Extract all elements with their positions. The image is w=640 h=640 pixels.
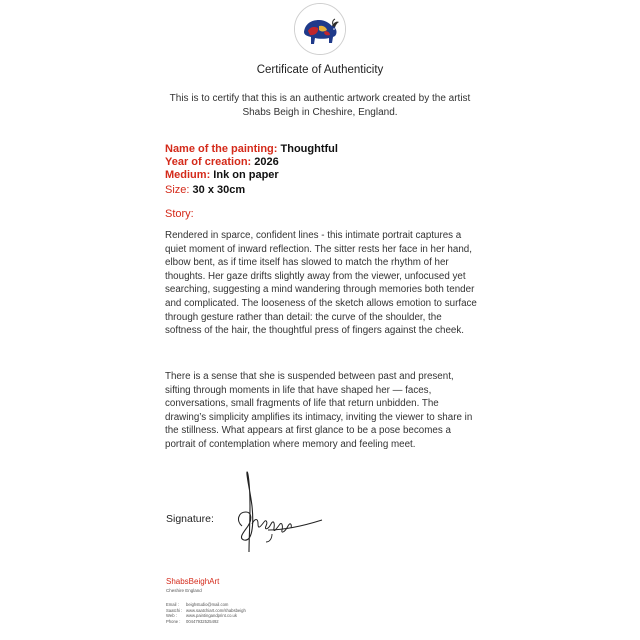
signature-image [228, 466, 328, 558]
intro-line-2: Shabs Beigh in Cheshire, England. [242, 107, 398, 118]
brand-name: ShabsBeighArt [166, 577, 220, 586]
contact-label: Email : [166, 602, 179, 607]
size-row: Size: 30 x 30cm [165, 183, 246, 196]
contact-list [166, 602, 246, 624]
medium-label: Medium [165, 169, 207, 182]
story-paragraph-2: There is a sense that she is suspended between past and present, sifting through moments in life that have shaped her — faces, conversations, small fragments of life that return unbidden. The drawing’s simplicity amplifies its intimacy, inviting the viewer to share in the stillness. What appears at first glance to be a pose becomes a portrait of contemplation where memory and feeling meet. [165, 371, 473, 450]
intro-line-1: This is to certify that this is an authentic artwork created by the artist [169, 93, 471, 104]
bull-logo-icon [294, 3, 346, 55]
contact-label: Phone : [166, 618, 181, 624]
story-label: Story: [165, 208, 194, 220]
contact-value[interactable]: www.paintingandprint.co.uk [186, 613, 237, 619]
year-label: Year of creation [165, 156, 248, 169]
contact-value[interactable]: 00447932525492 [186, 618, 219, 624]
brand-location: Cheshire England [166, 588, 202, 593]
painting-name-row: Name of the painting: Thoughtful [165, 143, 338, 155]
contact-label: Saatchi : [166, 607, 183, 613]
painting-name-label: Name of the painting [165, 143, 274, 155]
contact-row [166, 619, 246, 625]
story-paragraph-1: Rendered in sparce, confident lines - this intimate portrait captures a quiet moment of inward reflection. The sitter rests her face in her hand, elbow bent, as if time itself has slowed to match the rhythm of her thoughts. Her gaze drifts slightly away from the viewer, unfocused yet searching, suggesting a mind wandering through memories both tender and complicated. The looseness of the sketch allows emotion to surface through gesture rather than detail: the curve of the shoulder, the softness of the hair, the thoughtful press of fingers against the cheek. [165, 230, 477, 337]
contact-value[interactable]: www.saatchiart.com/shabsbeigh [186, 607, 246, 613]
medium-value: Ink on paper [213, 169, 279, 182]
contact-label: Web : [166, 613, 177, 619]
artwork-details [165, 143, 338, 197]
certificate-intro [140, 92, 500, 120]
size-value: 30 x 30cm [192, 183, 246, 196]
certificate-title: Certificate of Authenticity [256, 64, 384, 76]
contact-value[interactable]: beighstudio@mail.com [186, 602, 229, 607]
year-row: Year of creation: 2026 [165, 156, 279, 169]
medium-row: Medium: Ink on paper [165, 169, 279, 182]
painting-name-value: Thoughtful [280, 143, 338, 155]
year-value: 2026 [254, 156, 279, 169]
signature-label: Signature: [166, 513, 214, 525]
size-label: Size [165, 183, 187, 196]
